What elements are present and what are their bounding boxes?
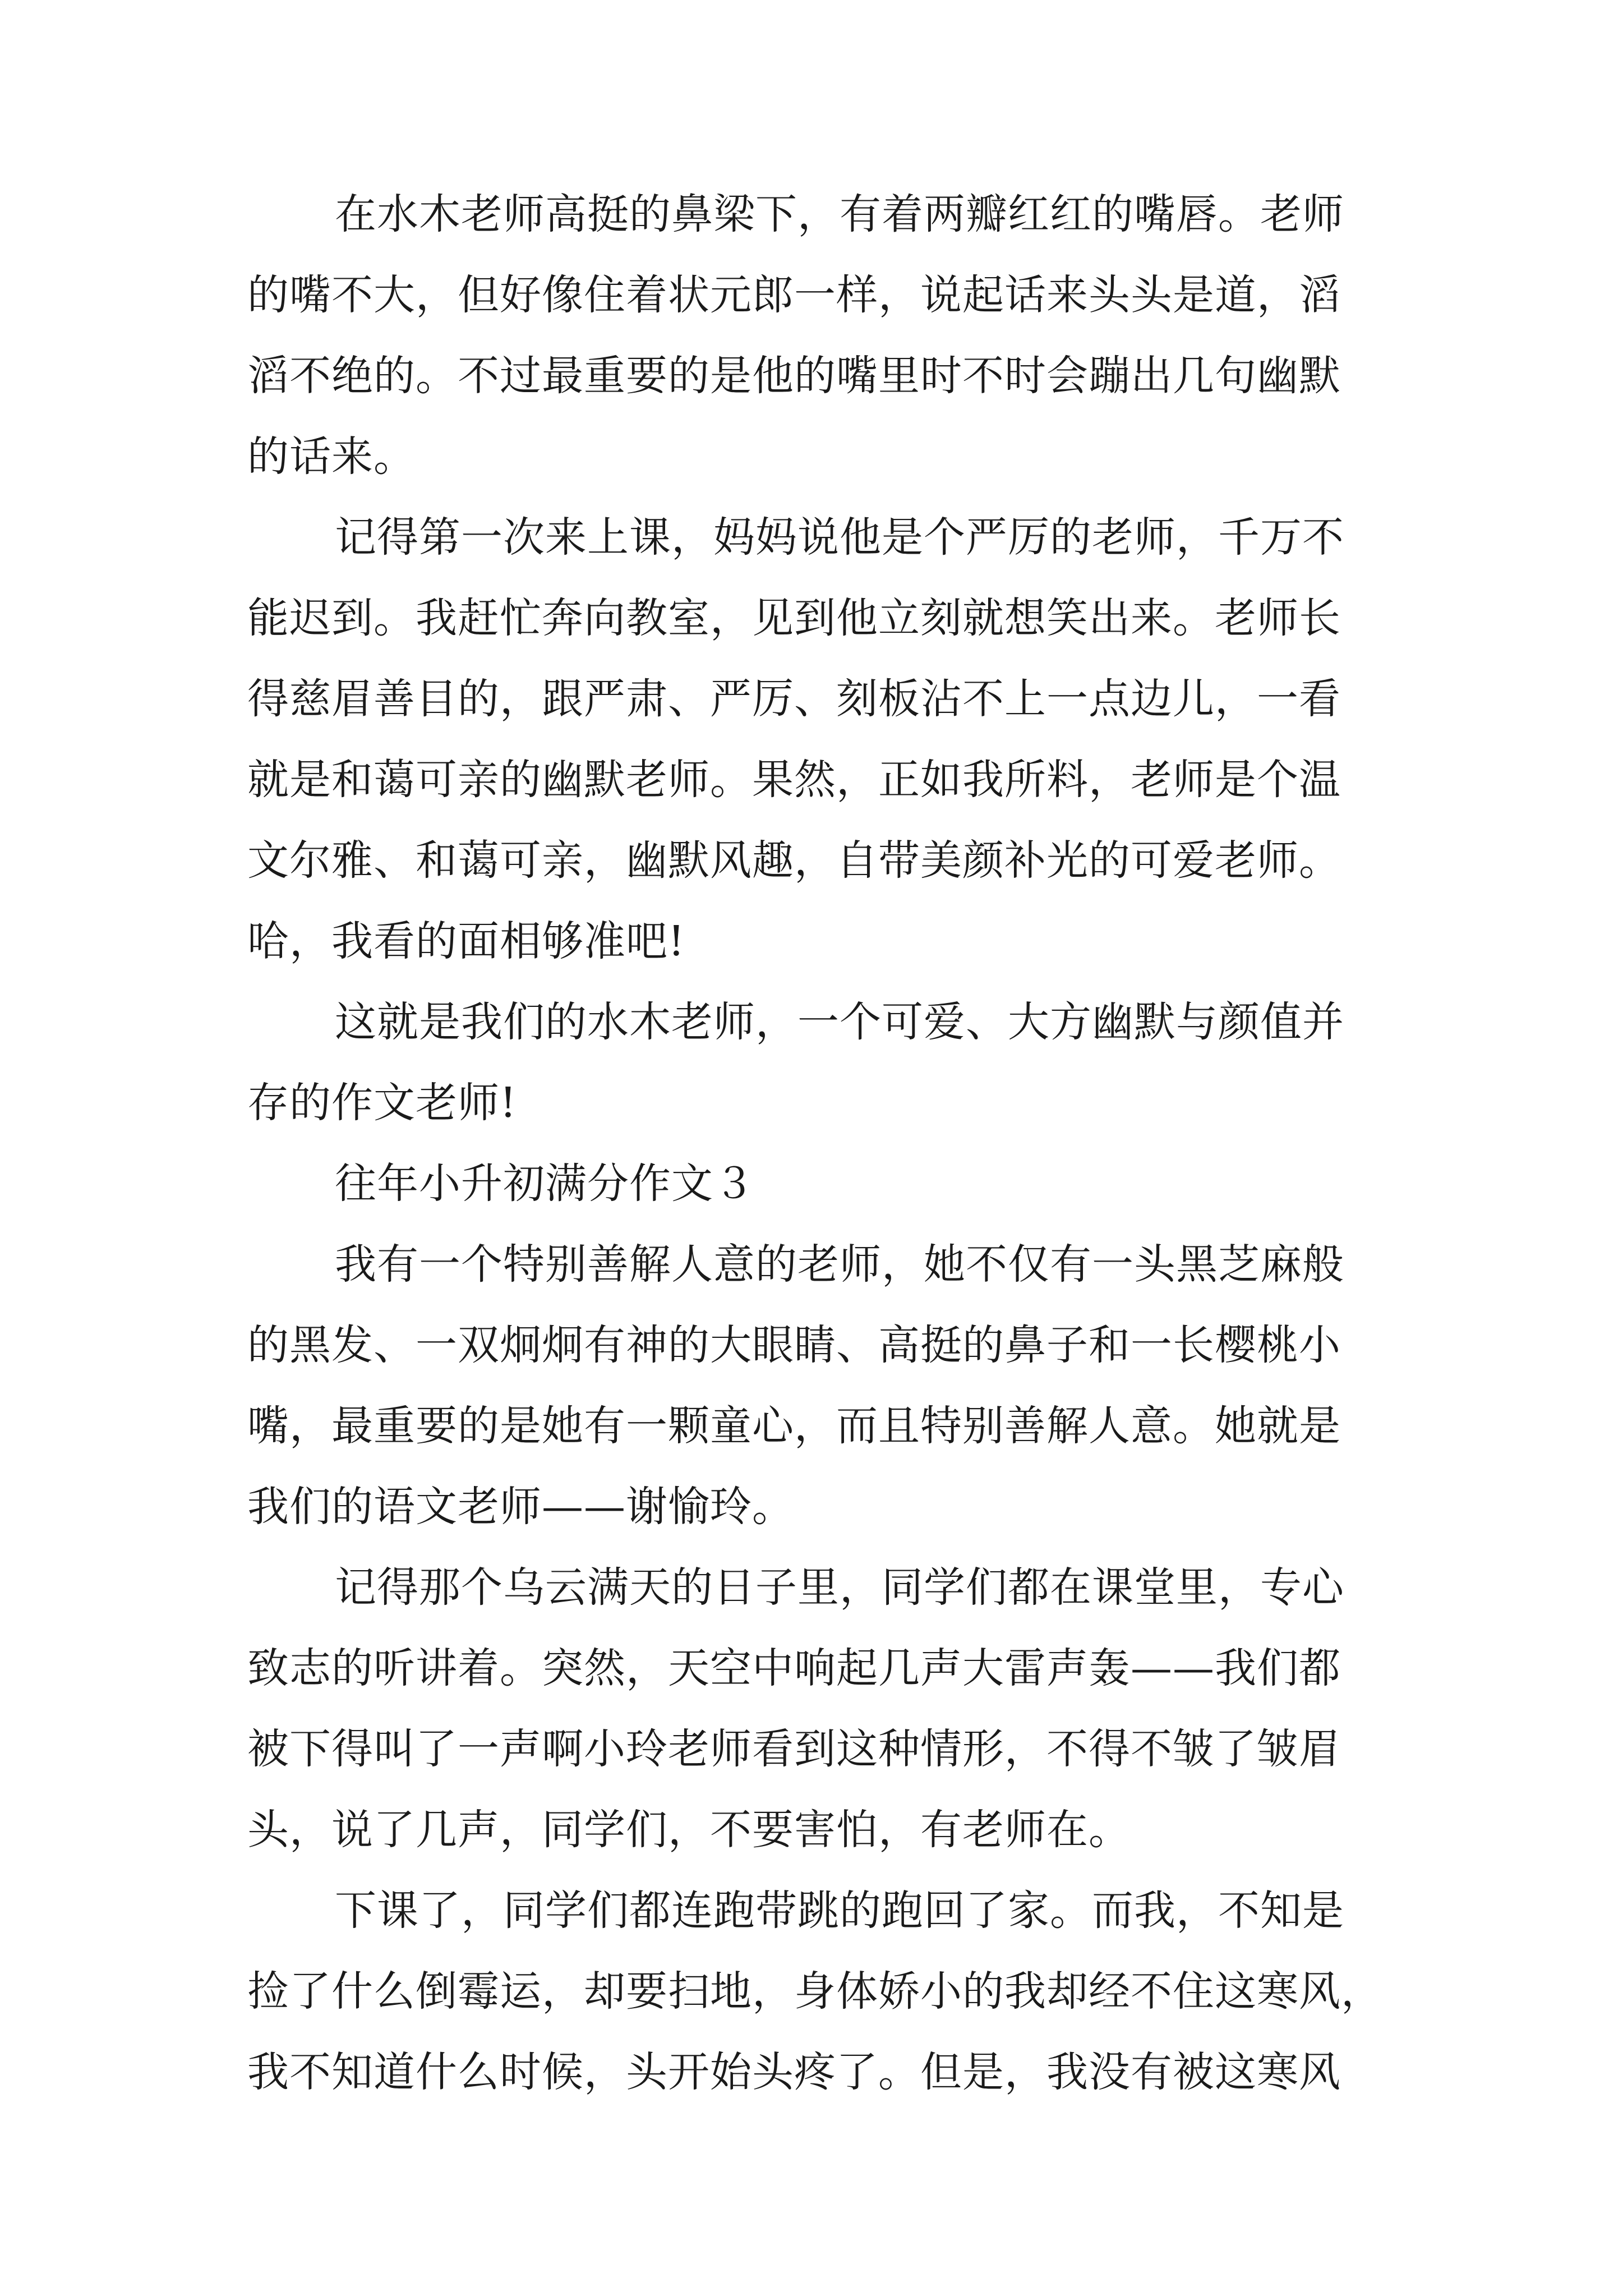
- text-line: 捡了什么倒霉运，却要扫地，身体娇小的我却经不住这寒风，: [247, 1967, 1383, 2016]
- text-line: 我们的语文老师——谢愉玲。: [247, 1483, 794, 1531]
- text-line: 的黑发、一双炯炯有神的大眼睛、高挺的鼻子和一长樱桃小: [247, 1321, 1341, 1369]
- paragraph: [247, 1547, 1403, 1870]
- paragraph: [247, 1870, 1403, 2113]
- text-line: 得慈眉善目的，跟严肃、严厉、刻板沾不上一点边儿，一看: [247, 675, 1341, 723]
- text-line: 这就是我们的水木老师，一个可爱、大方幽默与颜值并: [335, 998, 1344, 1046]
- text-line: 致志的听讲着。突然，天空中响起几声大雷声轰——我们都: [247, 1644, 1341, 1692]
- text-line: 记得第一次来上课，妈妈说他是个严厉的老师，千万不: [335, 513, 1344, 562]
- text-line: 就是和蔼可亲的幽默老师。果然，正如我所料，老师是个温: [247, 756, 1341, 804]
- text-line: 记得那个乌云满天的日子里，同学们都在课堂里，专心: [335, 1563, 1344, 1612]
- document-body: [247, 174, 1403, 2113]
- text-line: 头，说了几声，同学们，不要害怕，有老师在。: [247, 1806, 1131, 1854]
- text-line: 存的作文老师!: [247, 1079, 517, 1127]
- text-line: 我有一个特别善解人意的老师，她不仅有一头黑芝麻般: [335, 1240, 1344, 1289]
- text-line: 的嘴不大，但好像住着状元郎一样，说起话来头头是道，滔: [247, 271, 1341, 319]
- text-line: 能迟到。我赶忙奔向教室，见到他立刻就想笑出来。老师长: [247, 594, 1341, 642]
- text-line: 在水木老师高挺的鼻梁下，有着两瓣红红的嘴唇。老师: [335, 190, 1344, 238]
- text-line: 哈，我看的面相够准吧!: [247, 917, 685, 965]
- paragraph: [247, 1224, 1403, 1547]
- text-line: 下课了，同学们都连跑带跳的跑回了家。而我，不知是: [335, 1887, 1344, 1935]
- paragraph: [247, 174, 1403, 497]
- text-line: 被下得叫了一声啊小玲老师看到这种情形，不得不皱了皱眉: [247, 1725, 1341, 1773]
- text-line: 滔不绝的。不过最重要的是他的嘴里时不时会蹦出几句幽默: [247, 352, 1341, 400]
- text-line: 的话来。: [247, 432, 416, 481]
- paragraph: [247, 497, 1403, 982]
- paragraph: [247, 982, 1403, 1143]
- section-heading: [247, 1143, 1403, 1224]
- heading-text: 往年小升初满分作文３: [335, 1159, 755, 1208]
- text-line: 嘴，最重要的是她有一颗童心，而且特别善解人意。她就是: [247, 1402, 1341, 1450]
- text-line: 我不知道什么时候，头开始头疼了。但是，我没有被这寒风: [247, 2048, 1341, 2096]
- text-line: 文尔雅、和蔼可亲，幽默风趣，自带美颜补光的可爱老师。: [247, 836, 1341, 885]
